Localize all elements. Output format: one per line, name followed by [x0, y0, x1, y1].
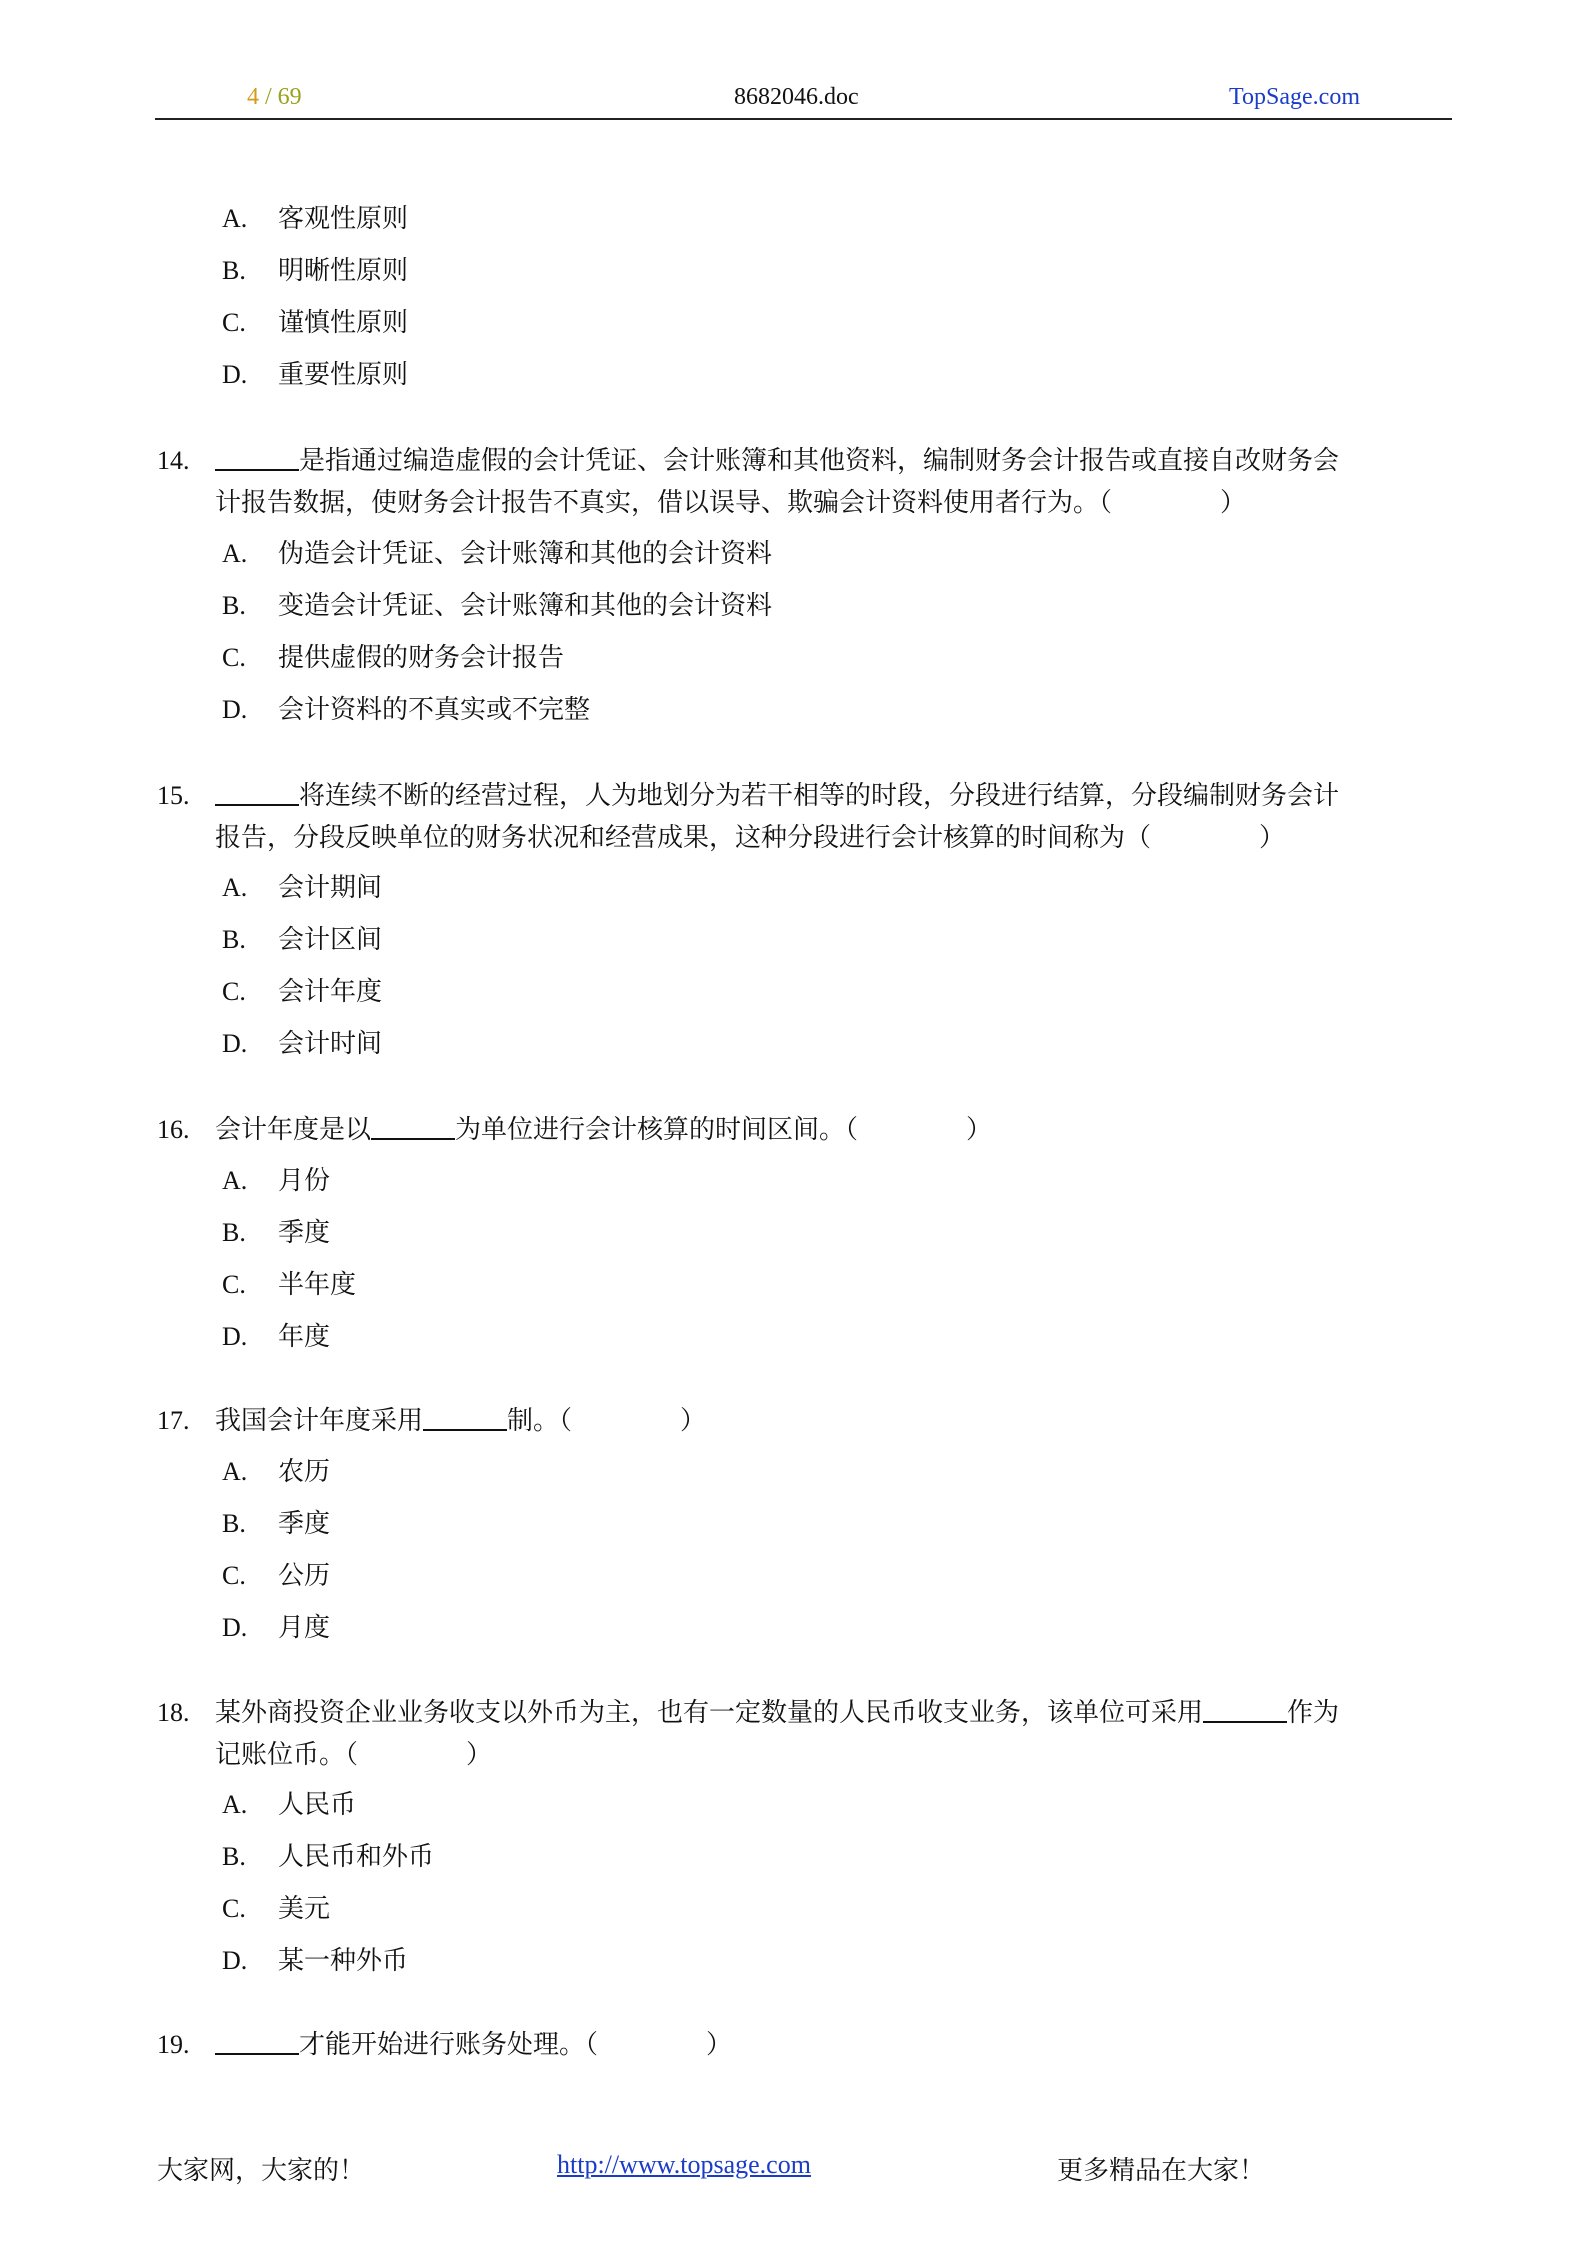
option-letter: D.	[222, 695, 248, 724]
page-header	[155, 84, 1452, 120]
option-letter: B.	[222, 591, 246, 620]
question-text: 是指通过编造虚假的会计凭证、会计账簿和其他资料，编制财务会计报告或直接自改财务会	[299, 446, 1340, 476]
question-text: 记账位币。（	[215, 1740, 359, 1770]
question-number: 16.	[157, 1115, 190, 1144]
option-text: 月度	[278, 1613, 331, 1643]
answer-blank	[423, 1403, 507, 1431]
option-text: 会计时间	[278, 1029, 383, 1059]
option-text: 会计年度	[278, 977, 383, 1007]
question-14	[157, 440, 1437, 518]
option-text: 人民币	[278, 1790, 357, 1820]
question-text: 计报告数据，使财务会计报告不真实，借以误导、欺骗会计资料使用者行为。（	[215, 488, 1113, 518]
option-text: 客观性原则	[278, 204, 409, 234]
option-letter: B.	[222, 925, 246, 954]
answer-blank	[215, 443, 299, 471]
option-letter: A.	[222, 1457, 248, 1486]
option-16b	[222, 1216, 330, 1250]
option-text: 季度	[278, 1509, 331, 1539]
question-text-line2	[215, 482, 1246, 524]
option-text: 会计期间	[278, 873, 383, 903]
option-text: 明晰性原则	[278, 256, 409, 286]
question-16	[157, 1109, 992, 1151]
option-15c	[222, 975, 382, 1009]
option-letter: C.	[222, 308, 246, 337]
footer-slogan: 大家网，大家的！	[157, 2156, 366, 2186]
option-16a	[222, 1164, 330, 1198]
question-text: 为单位进行会计核算的时间区间。（	[455, 1115, 859, 1145]
option-18c	[222, 1892, 330, 1926]
option-18d	[222, 1944, 408, 1978]
question-text: 将连续不断的经营过程，人为地划分为若干相等的时段，分段进行结算，分段编制财务会计	[299, 781, 1340, 811]
question-text: 会计年度是以	[215, 1115, 372, 1145]
question-text: 制。（	[507, 1406, 573, 1436]
close-paren: ）	[1259, 823, 1286, 853]
option-13b	[222, 254, 408, 288]
answer-blank	[371, 1112, 455, 1140]
question-number: 18.	[157, 1698, 190, 1727]
page-footer	[157, 2150, 1457, 2190]
option-14d	[222, 693, 590, 727]
option-letter: C.	[222, 977, 246, 1006]
close-paren: ）	[966, 1115, 993, 1145]
option-text: 变造会计凭证、会计账簿和其他的会计资料	[278, 591, 773, 621]
close-paren: ）	[706, 2030, 733, 2060]
option-text: 公历	[278, 1561, 331, 1591]
option-15b	[222, 923, 382, 957]
option-letter: C.	[222, 643, 246, 672]
answer-blank	[215, 2027, 299, 2055]
answer-blank	[215, 778, 299, 806]
option-18a	[222, 1788, 356, 1822]
option-letter: B.	[222, 1509, 246, 1538]
page-number	[247, 84, 302, 111]
option-text: 会计资料的不真实或不完整	[278, 695, 591, 725]
option-14b	[222, 589, 772, 623]
option-text: 人民币和外币	[278, 1842, 435, 1872]
option-letter: A.	[222, 1790, 248, 1819]
question-number: 17.	[157, 1406, 190, 1435]
option-13d	[222, 358, 408, 392]
option-text: 提供虚假的财务会计报告	[278, 643, 565, 673]
question-text: 才能开始进行账务处理。（	[299, 2030, 599, 2060]
option-text: 美元	[278, 1894, 331, 1924]
option-text: 伪造会计凭证、会计账簿和其他的会计资料	[278, 539, 773, 569]
option-text: 半年度	[278, 1270, 357, 1300]
answer-blank	[1203, 1695, 1287, 1723]
option-letter: D.	[222, 360, 248, 389]
option-16c	[222, 1268, 356, 1302]
document-filename: 8682046.doc	[734, 84, 859, 110]
question-number: 19.	[157, 2030, 190, 2059]
option-letter: D.	[222, 1322, 248, 1351]
option-letter: A.	[222, 873, 248, 902]
option-17b	[222, 1507, 330, 1541]
option-text: 重要性原则	[278, 360, 409, 390]
header-site-link[interactable]: TopSage.com	[1229, 84, 1360, 110]
option-letter: A.	[222, 1166, 248, 1195]
option-letter: B.	[222, 256, 246, 285]
question-17	[157, 1400, 706, 1442]
option-letter: C.	[222, 1270, 246, 1299]
option-text: 会计区间	[278, 925, 383, 955]
option-14c	[222, 641, 564, 675]
question-text-line2	[215, 817, 1285, 859]
option-text: 谨慎性原则	[278, 308, 409, 338]
option-letter: D.	[222, 1029, 248, 1058]
close-paren: ）	[680, 1406, 707, 1436]
option-15a	[222, 871, 382, 905]
question-text: 作为	[1287, 1698, 1340, 1728]
question-text: 某外商投资企业业务收支以外币为主，也有一定数量的人民币收支业务，该单位可采用	[215, 1698, 1204, 1728]
option-letter: D.	[222, 1613, 248, 1642]
question-number: 14.	[157, 446, 190, 475]
option-text: 某一种外币	[278, 1946, 409, 1976]
option-13a	[222, 202, 408, 236]
option-18b	[222, 1840, 434, 1874]
option-17a	[222, 1455, 330, 1489]
question-text-line2	[215, 1734, 492, 1776]
total-pages: 69	[277, 84, 302, 110]
option-15d	[222, 1027, 382, 1061]
option-letter: B.	[222, 1842, 246, 1871]
option-17d	[222, 1611, 330, 1645]
current-page: 4	[247, 84, 259, 110]
option-14a	[222, 537, 772, 571]
option-17c	[222, 1559, 330, 1593]
option-text: 年度	[278, 1322, 331, 1352]
close-paren: ）	[466, 1740, 493, 1770]
option-letter: A.	[222, 204, 248, 233]
option-letter: D.	[222, 1946, 248, 1975]
option-13c	[222, 306, 408, 340]
option-text: 月份	[278, 1166, 331, 1196]
option-letter: A.	[222, 539, 248, 568]
question-18	[157, 1692, 1437, 1770]
option-letter: B.	[222, 1218, 246, 1247]
option-letter: C.	[222, 1894, 246, 1923]
question-15	[157, 775, 1437, 853]
option-text: 农历	[278, 1457, 331, 1487]
option-letter: C.	[222, 1561, 246, 1590]
question-number: 15.	[157, 781, 190, 810]
footer-tagline: 更多精品在大家！	[1057, 2156, 1266, 2186]
footer-link[interactable]: http://www.topsage.com	[557, 2150, 811, 2179]
close-paren: ）	[1220, 488, 1247, 518]
question-text: 报告，分段反映单位的财务状况和经营成果，这种分段进行会计核算的时间称为（	[215, 823, 1152, 853]
question-text: 我国会计年度采用	[215, 1406, 424, 1436]
question-19	[157, 2024, 732, 2066]
page-separator: /	[259, 84, 278, 110]
option-text: 季度	[278, 1218, 331, 1248]
option-16d	[222, 1320, 330, 1354]
